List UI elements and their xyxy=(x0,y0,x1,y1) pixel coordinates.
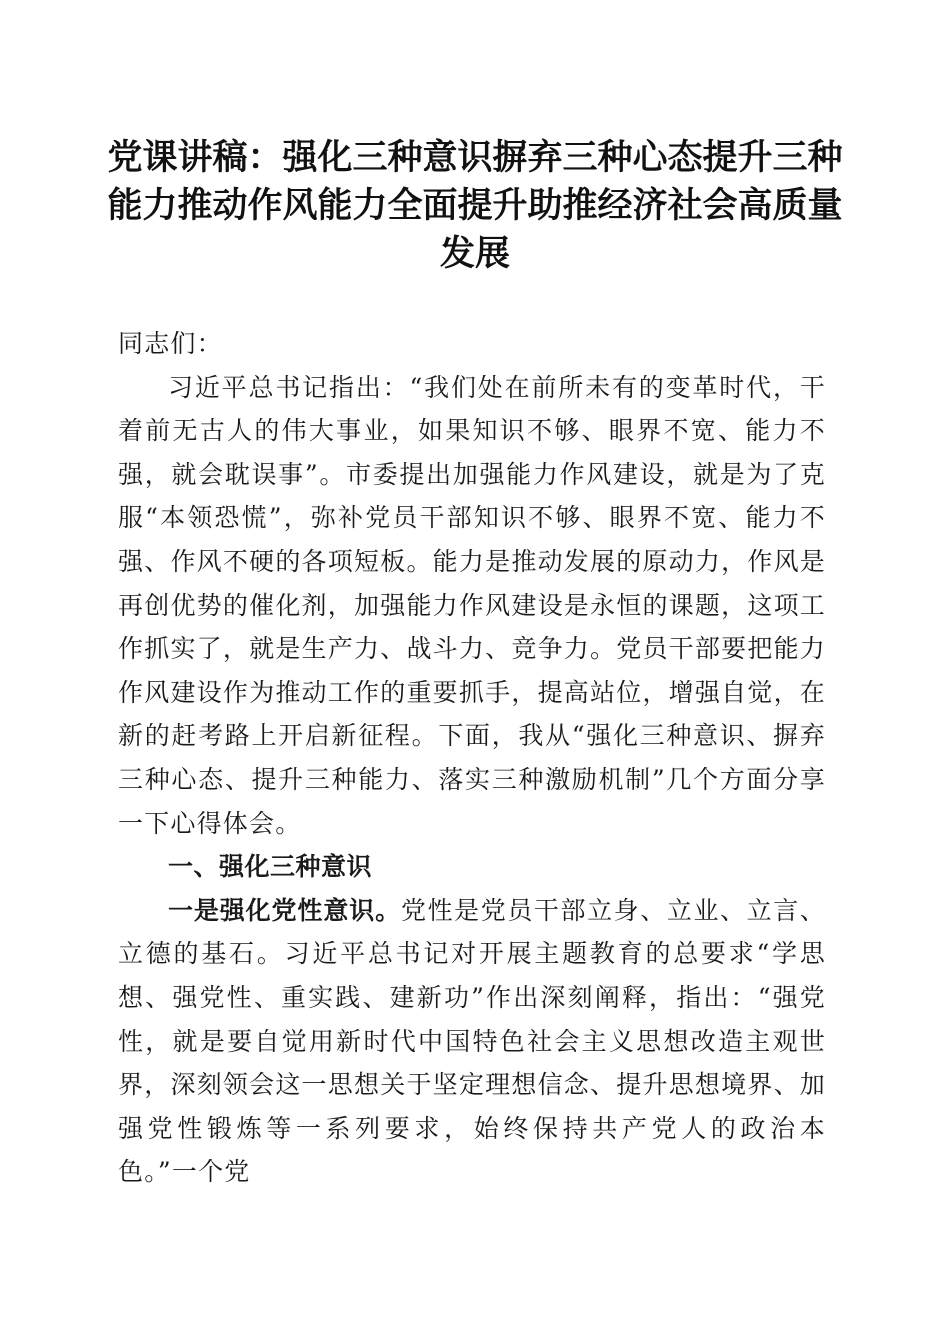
paragraph-text: 党性是党员干部立身、立业、立言、立德的基石。习近平总书记对开展主题教育的总要求“学思想、强党性、重实践、建新功”作出深刻阐释，指出：“强党性，就是要自觉用新时代中国特色社会主义思想改造主观世界，深刻领会这一思想关于坚定理想信念、提升思想境界、加强党性锻炼等一系列要求，始终保持共产党人的政治本色。”一个党 xyxy=(118,895,826,1187)
document-title: 党课讲稿：强化三种意识摒弃三种心态提升三种能力推动作风能力全面提升助推经济社会高质量发展 xyxy=(107,137,843,274)
intro-paragraph: 习近平总书记指出：“我们处在前所未有的变革时代，干着前无古人的伟大事业，如果知识不够、眼界不宽、能力不强，就会耽误事”。市委提出加强能力作风建设，就是为了克服“本领恐慌”，弥补党员干部知识不够、眼界不宽、能力不强、作风不硬的各项短板。能力是推动发展的原动力，作风是再创优势的催化剂，加强能力作风建设是永恒的课题，这项工作抓实了，就是生产力、战斗力、竞争力。党员干部要把能力作风建设作为推动工作的重要抓手，提高站位，增强自觉，在新的赶考路上开启新征程。下面，我从“强化三种意识、摒弃三种心态、提升三种能力、落实三种激励机制”几个方面分享一下心得体会。 xyxy=(118,372,826,838)
section-heading: 一、强化三种意识 xyxy=(168,852,373,882)
body-paragraph xyxy=(118,889,826,1194)
document-body xyxy=(118,322,826,1194)
paragraph-lead: 一是强化党性意识。 xyxy=(168,895,401,925)
salutation: 同志们： xyxy=(118,329,223,358)
